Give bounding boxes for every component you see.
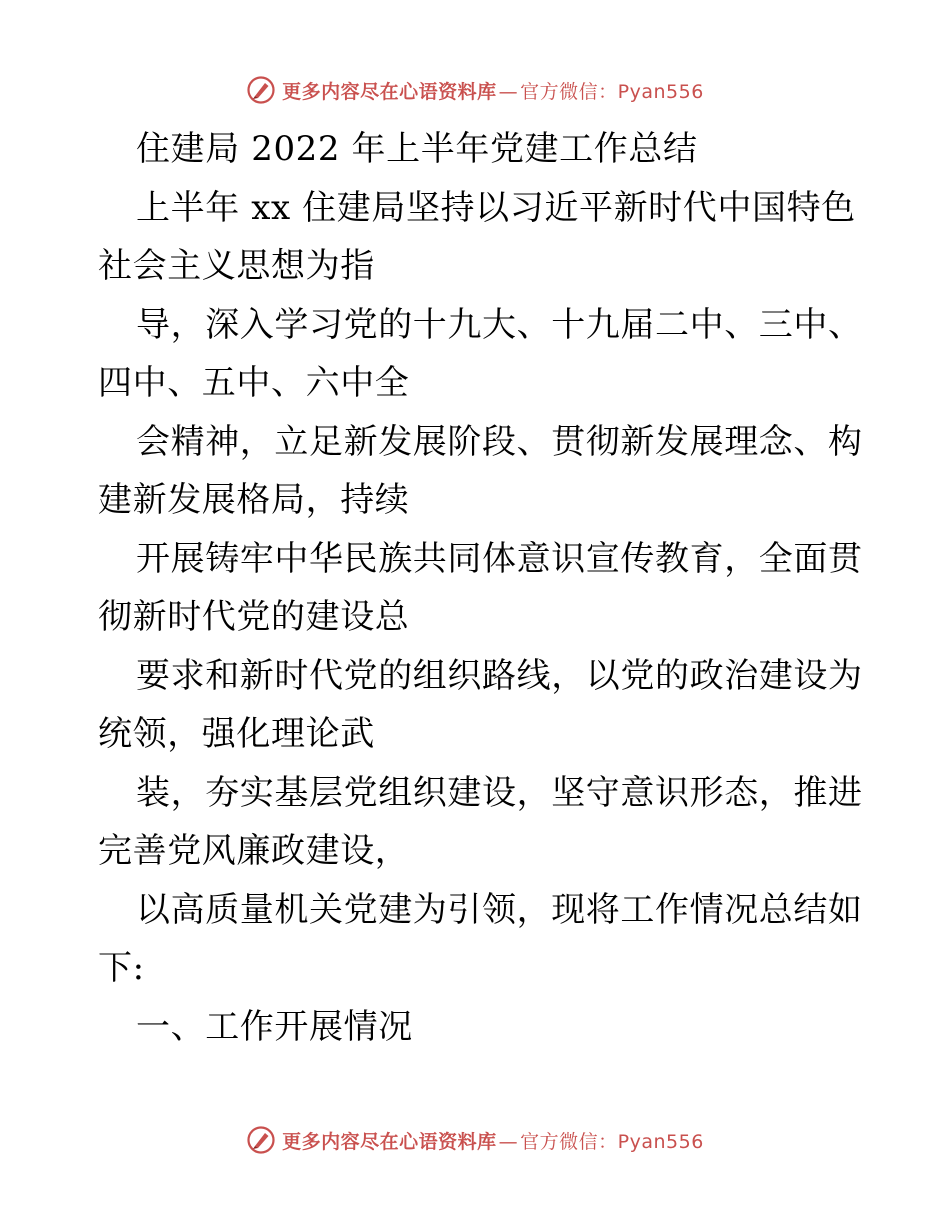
- watermark-wechat-text: 官方微信：Pyan556: [520, 1130, 704, 1153]
- paragraph-line: 建新发展格局，持续: [98, 480, 410, 520]
- watermark-main-text: 更多内容尽在心语资料库: [282, 80, 497, 103]
- paragraph-line: 导，深入学习党的十九大、十九届二中、三中、: [136, 304, 863, 345]
- watermark-dash: —: [498, 1130, 519, 1153]
- watermark-text: [282, 1127, 704, 1154]
- section-heading: 一、工作开展情况: [136, 1006, 413, 1047]
- paragraph-line: 彻新时代党的建设总: [98, 597, 410, 637]
- footer-watermark: [0, 1120, 950, 1160]
- header-watermark: [0, 70, 950, 110]
- watermark-dash: —: [498, 80, 519, 103]
- paragraph-line: 以高质量机关党建为引领，现将工作情况总结如: [136, 889, 863, 930]
- document-body: [98, 120, 863, 1056]
- paragraph-line: 完善党风廉政建设，: [98, 831, 410, 871]
- document-title: 住建局 2022 年上半年党建工作总结: [136, 129, 698, 169]
- paragraph-line: 开展铸牢中华民族共同体意识宣传教育，全面贯: [136, 538, 863, 579]
- watermark-text: [282, 77, 704, 104]
- paragraph-line: 统领，强化理论武: [98, 714, 375, 754]
- paragraph-line: 装，夯实基层党组织建设，坚守意识形态，推进: [136, 772, 863, 813]
- watermark-main-text: 更多内容尽在心语资料库: [282, 1130, 497, 1153]
- paragraph-line: 社会主义思想为指: [98, 246, 375, 286]
- paragraph-line: 四中、五中、六中全: [98, 363, 410, 403]
- paragraph-line: 下:: [98, 948, 145, 988]
- red-pen-nib-logo-icon: [246, 1125, 276, 1155]
- paragraph-line: 要求和新时代党的组织路线，以党的政治建设为: [136, 655, 863, 696]
- watermark-wechat-text: 官方微信：Pyan556: [520, 80, 704, 103]
- paragraph-line: 会精神，立足新发展阶段、贯彻新发展理念、构: [136, 421, 863, 462]
- paragraph-line: 上半年 xx 住建局坚持以习近平新时代中国特色: [136, 187, 856, 228]
- red-pen-nib-logo-icon: [246, 75, 276, 105]
